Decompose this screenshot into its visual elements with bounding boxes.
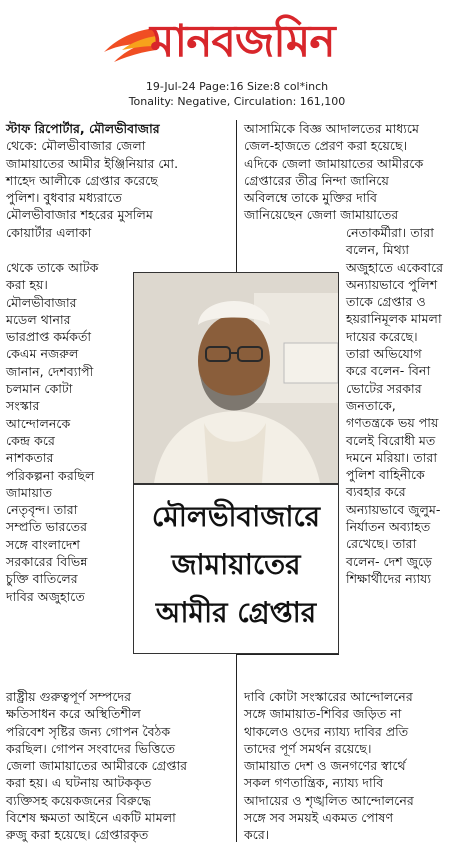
text-line: শিক্ষার্থীদের ন্যায্য [346,570,432,586]
text-line: জনতাকে, [346,397,396,413]
headline-line: আমীর গ্রেপ্তার [155,596,317,629]
text-line: নেতৃবৃন্দ। তারা [6,502,78,518]
column-rule [236,120,237,272]
text-line: অজুহাতে একেবারে [346,259,444,275]
text-line: রুজু করা হয়েছে। গ্রেপ্তারকৃত [6,827,149,843]
text-line: থেকে তাকে আটক [6,260,99,275]
text-line: করা হয়। এ ঘটনায় আটককৃত [6,775,152,791]
article-column-1-bottom [6,688,187,844]
text-line: সঙ্গে বাংলাদেশ [6,536,80,552]
article-column-2-top [244,120,423,224]
text-line: অন্যায়ভাবে পুলিশ [346,276,438,292]
article-column-2-narrow [346,224,443,587]
text-line: দাবির অজুহাতে [6,588,85,604]
article-column-2-bottom [244,688,414,844]
text-line: থাকলেও ওদের ন্যায্য দাবির প্রতি [244,723,409,739]
text-line: সকল গণতান্ত্রিক, ন্যায্য দাবি [244,775,384,791]
text-line: করা হয়। [6,277,48,293]
text-line: এদিকে জেলা জামায়াতের আমীরকে [244,155,424,171]
text-line: ব্যবহার করে [346,484,406,500]
masthead [0,0,474,108]
text-line: কোয়ার্টার এলাকা [6,224,92,240]
text-line: পুলিশ বাহিনীকে [346,467,425,483]
text-line: অবিলম্বে তাকে মুক্তির দাবি [244,190,378,206]
text-line: করছিল। গোপন সংবাদের ভিত্তিতে [6,740,176,756]
byline: স্টাফ রিপোর্টার, মৌলভীবাজার [6,121,160,136]
text-line: বলেন- দেশ জুড়ে [346,553,433,569]
text-line: দায়ের করেছে। [346,328,418,344]
text-line: মৌলভীবাজার শহরের মুসলিম [6,207,153,223]
text-line: চলমান কোটা [6,381,73,397]
column-rule [236,654,237,842]
text-line: বলেন, মিথ্যা [346,242,410,258]
text-line: কেএম নজরুল [6,346,79,362]
text-line: সংস্কার [6,398,40,414]
clipping-meta-date: 19-Jul-24 Page:16 Size:8 col*inch [145,80,329,93]
text-line: জামায়াত দেশ ও জনগণের স্বার্থে [244,758,406,774]
text-line: তাদের পূর্ণ সমর্থন রয়েছে। [244,740,372,756]
text-line: জামায়াতের আমীর ইঞ্জিনিয়ার মো. [6,155,179,171]
text-line: পুলিশ। বুধবার মধ্যরাতে [6,190,122,206]
headline [134,493,338,637]
text-line: ভোটের সরকার [346,380,422,396]
text-line: পরিবেশ সৃষ্টির জন্য গোপন বৈঠক [6,723,171,739]
article-column-1-narrow [6,259,98,605]
box-bottom-rule [236,654,339,655]
text-line: ক্ষতিসাধন করে অস্থিতিশীল [6,706,141,722]
text-line: জানিয়েছেন জেলা জামায়াতের [244,207,399,223]
text-line: ভারপ্রাপ্ত কর্মকর্তা [6,329,92,345]
text-line: তারা অভিযোগ [346,346,422,362]
text-line: নাশকতার [6,450,54,466]
article-column-1-top [6,120,178,241]
text-line: আন্দোলনকে [6,415,71,431]
logo-flame-icon [98,22,158,64]
text-line: দমনে মরিয়া। তারা [346,449,437,465]
headline-line: জামায়াতের [171,548,301,581]
text-line: কেন্দ্র করে [6,432,55,448]
text-line: সঙ্গে জামায়াত-শিবির জড়িত না [244,706,402,722]
text-line: মডেল থানার [6,311,71,327]
text-line: করে বলেন- বিনা [346,363,431,379]
text-line: জেল-হাজতে প্রেরণ করা হয়েছে। [244,138,408,154]
text-line: হয়রানিমূলক মামলা [346,311,442,327]
text-line: বিশেষ ক্ষমতা আইনে একটি মামলা [6,810,176,826]
text-line: জামায়াত [6,484,53,500]
clipping-meta-tonality: Tonality: Negative, Circulation: 161,100 [128,95,346,108]
newspaper-logo: মানবজমিন [150,16,335,67]
text-line: পরিকল্পনা করছিল [6,467,95,483]
text-line: সঙ্গে সব সময়ই একমত পোষণ [244,810,394,826]
text-line: সরকারের বিভিন্ন [6,554,88,570]
text-line: শাহেদ আলীকে গ্রেপ্তার করেছে [6,172,158,188]
text-line: ব্যক্তিসহ কয়েকজনের বিরুদ্ধে [6,792,151,808]
text-line: করে। [244,827,270,843]
text-line: মৌলভীবাজার [6,294,77,310]
text-line: রাষ্ট্রীয় গুরুত্বপূর্ণ সম্পদের [6,689,132,704]
text-line: সম্প্রতি ভারতের [6,519,88,535]
text-line: থেকে: মৌলভীবাজার জেলা [6,138,146,154]
text-line: আসামিকে বিজ্ঞ আদালতের মাধ্যমে [244,121,419,136]
text-line: গণতন্ত্রকে ভয় পায় [346,415,439,431]
text-line: বলেই বিরোধী মত [346,432,436,448]
text-line: দাবি কোটা সংস্কারের আন্দোলনের [244,689,413,704]
text-line: রেখেছে। তারা [346,536,417,552]
text-line: নির্যাতন অব্যাহত [346,519,431,535]
text-line: তাকে গ্রেপ্তার ও [346,294,426,310]
headline-line: মৌলভীবাজারে [151,500,321,533]
text-line: গ্রেপ্তারের তীব্র নিন্দা জানিয়ে [244,172,389,188]
text-line: অন্যায়ভাবে জুলুম- [346,501,441,517]
portrait-illustration [134,273,338,483]
headline-box [133,484,339,654]
text-line: নেতাকর্মীরা। তারা [346,225,434,240]
text-line: জানান, দেশব্যাপী [6,363,94,379]
text-line: আদায়ের ও শৃঙ্খলিত আন্দোলনের [244,792,414,808]
text-line: চুক্তি বাতিলের [6,571,78,587]
text-line: জেলা জামায়াতের আমীরকে গ্রেপ্তার [6,758,188,774]
portrait-photo [133,272,339,484]
